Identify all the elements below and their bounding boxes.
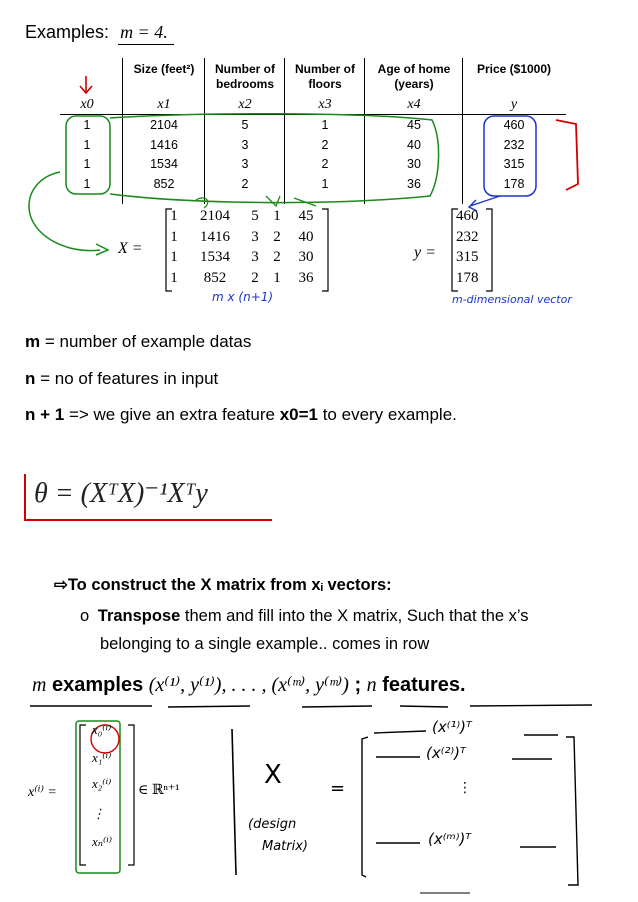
- matrix-x-cell: 1: [170, 249, 178, 265]
- formula-left-mark: [24, 474, 26, 520]
- matrix-x-cell: 1: [273, 208, 281, 224]
- design-dots: ⋮: [458, 780, 472, 796]
- design-x: X: [264, 760, 282, 790]
- table-cell: 1: [321, 176, 329, 191]
- red-bracket: [556, 120, 578, 190]
- definition-n: n = no of features in input: [25, 369, 219, 388]
- vector-y-cell: 460: [456, 208, 479, 224]
- vector-xi-entry: xₙ⁽ⁱ⁾: [92, 834, 113, 849]
- vector-right-bracket: [486, 209, 492, 291]
- table-cell: 315: [503, 157, 525, 171]
- examples-line: m examples (x⁽¹⁾, y⁽¹⁾), . . . , (x⁽ᵐ⁾, y⁽ᵐ⁾) ; n features.: [32, 674, 466, 696]
- table-cell: 1416: [150, 137, 178, 152]
- table-cell: 5: [241, 118, 249, 132]
- table-cell: 460: [503, 118, 525, 132]
- table-cell: 2: [321, 157, 329, 171]
- var-x4: x4: [407, 97, 421, 112]
- construct-heading: ⇨To construct the X matrix from xᵢ vectors:: [54, 576, 392, 594]
- vector-y-cell: 232: [456, 228, 479, 245]
- matrix-x-cell: 30: [298, 249, 314, 265]
- vector-y-cell: 315: [456, 249, 479, 265]
- table-cell: 2: [241, 176, 249, 191]
- construct-bullet: o Transpose them and fill into the X matrix, Such that the x’s belonging to a single example.. comes in row: [80, 607, 529, 653]
- matrix-x-cell: 1: [273, 269, 281, 286]
- vector-xi-entry: x₁⁽ⁱ⁾: [92, 750, 112, 765]
- table-cell: 3: [241, 157, 249, 171]
- table-cell: 1: [321, 118, 329, 132]
- vector-xi-entry: x₂⁽ⁱ⁾: [92, 776, 112, 791]
- design-equals: =: [330, 778, 346, 799]
- var-x2: x2: [238, 97, 252, 112]
- matrix-x-cell: 2104: [200, 208, 230, 224]
- matrix-x-cell: 45: [298, 208, 314, 224]
- matrix-x-cell: 2: [251, 269, 259, 286]
- matrix-x-cell: 3: [251, 228, 259, 245]
- examples-title: Examples:: [25, 22, 110, 42]
- vector-membership: ∈ ℝⁿ⁺¹: [138, 783, 180, 798]
- table-cell: 36: [407, 176, 421, 191]
- header-bedrooms: Number of bedrooms: [215, 62, 275, 91]
- definition-n-plus-1: n + 1 => we give an extra feature x0=1 to every example.: [25, 405, 457, 424]
- table-cell: 1: [83, 157, 91, 171]
- normal-equation: θ = (XᵀX)⁻¹Xᵀy: [34, 478, 208, 509]
- vector-y-label: y =: [414, 244, 436, 261]
- var-y: y: [510, 97, 518, 112]
- header-price: Price ($1000): [476, 62, 552, 76]
- rows-highlight: [110, 114, 439, 203]
- header-floors: Number of floors: [295, 62, 355, 91]
- matrix-x-cell: 1534: [200, 249, 230, 265]
- header-size: Size (feet²): [133, 62, 195, 76]
- arrow-icon: ⇨: [54, 576, 68, 594]
- matrix-x-cell: 36: [298, 269, 314, 286]
- table-cell: 178: [503, 176, 525, 191]
- matrix-right-bracket: [322, 209, 328, 291]
- vector-size-note: m-dimensional vector: [452, 293, 572, 306]
- x0-column-highlight: [66, 116, 110, 194]
- var-x0: x0: [80, 97, 94, 112]
- matrix-x-cell: 1: [170, 269, 178, 286]
- table-cell: 40: [407, 137, 421, 152]
- header-age: Age of home (years): [377, 62, 451, 91]
- vector-y-cell: 178: [456, 269, 479, 286]
- formula-underline: [24, 519, 272, 521]
- matrix-x-cell: 2: [273, 249, 281, 265]
- curve-arrow: [29, 172, 100, 251]
- design-label: (design Matrix): [248, 817, 309, 854]
- matrix-x-cell: 852: [203, 269, 227, 286]
- design-row-1: (x⁽¹⁾)ᵀ: [432, 718, 472, 736]
- matrix-x-cell: 5: [251, 208, 259, 224]
- table-cell: 1: [83, 137, 91, 152]
- definition-m: m = number of example datas: [25, 332, 252, 351]
- examples-underlines: [0, 698, 638, 712]
- bullet-icon: o: [80, 607, 90, 625]
- table-cell: 1: [83, 176, 91, 191]
- table-cell: 2104: [150, 118, 178, 132]
- table-cell: 852: [153, 176, 175, 191]
- table-cell: 1534: [150, 157, 178, 171]
- design-row-m: (x⁽ᵐ⁾)ᵀ: [428, 830, 472, 848]
- matrix-x-cell: 3: [251, 249, 259, 265]
- matrix-x-cell: 2: [273, 228, 281, 245]
- table-cell: 30: [407, 157, 421, 171]
- table-cell: 45: [407, 118, 421, 132]
- matrix-x-cell: 40: [298, 228, 314, 245]
- matrix-x-cell: 1: [170, 208, 178, 224]
- var-x1: x1: [157, 97, 171, 112]
- matrix-x-cell: 1416: [200, 228, 230, 245]
- table-cell: 232: [503, 137, 525, 152]
- matrix-size-note: m x (n+1): [212, 290, 274, 304]
- matrix-x-label: X =: [118, 240, 143, 257]
- down-arrow-icon: [80, 76, 92, 93]
- table-cell: 2: [321, 137, 329, 152]
- table-cell: 3: [241, 137, 249, 152]
- examples-m: m = 4.: [120, 22, 168, 42]
- y-column-highlight: [484, 116, 536, 196]
- vector-xi-entry: ⋮: [92, 806, 105, 821]
- matrix-x-cell: 1: [170, 228, 178, 245]
- vector-xi-label: x⁽ⁱ⁾ =: [28, 785, 57, 800]
- design-row-2: (x⁽²⁾)ᵀ: [426, 744, 466, 762]
- table-cell: 1: [83, 118, 91, 132]
- vector-xi-entry: x₀⁽ⁱ⁾: [92, 722, 112, 737]
- var-x3: x3: [318, 97, 332, 112]
